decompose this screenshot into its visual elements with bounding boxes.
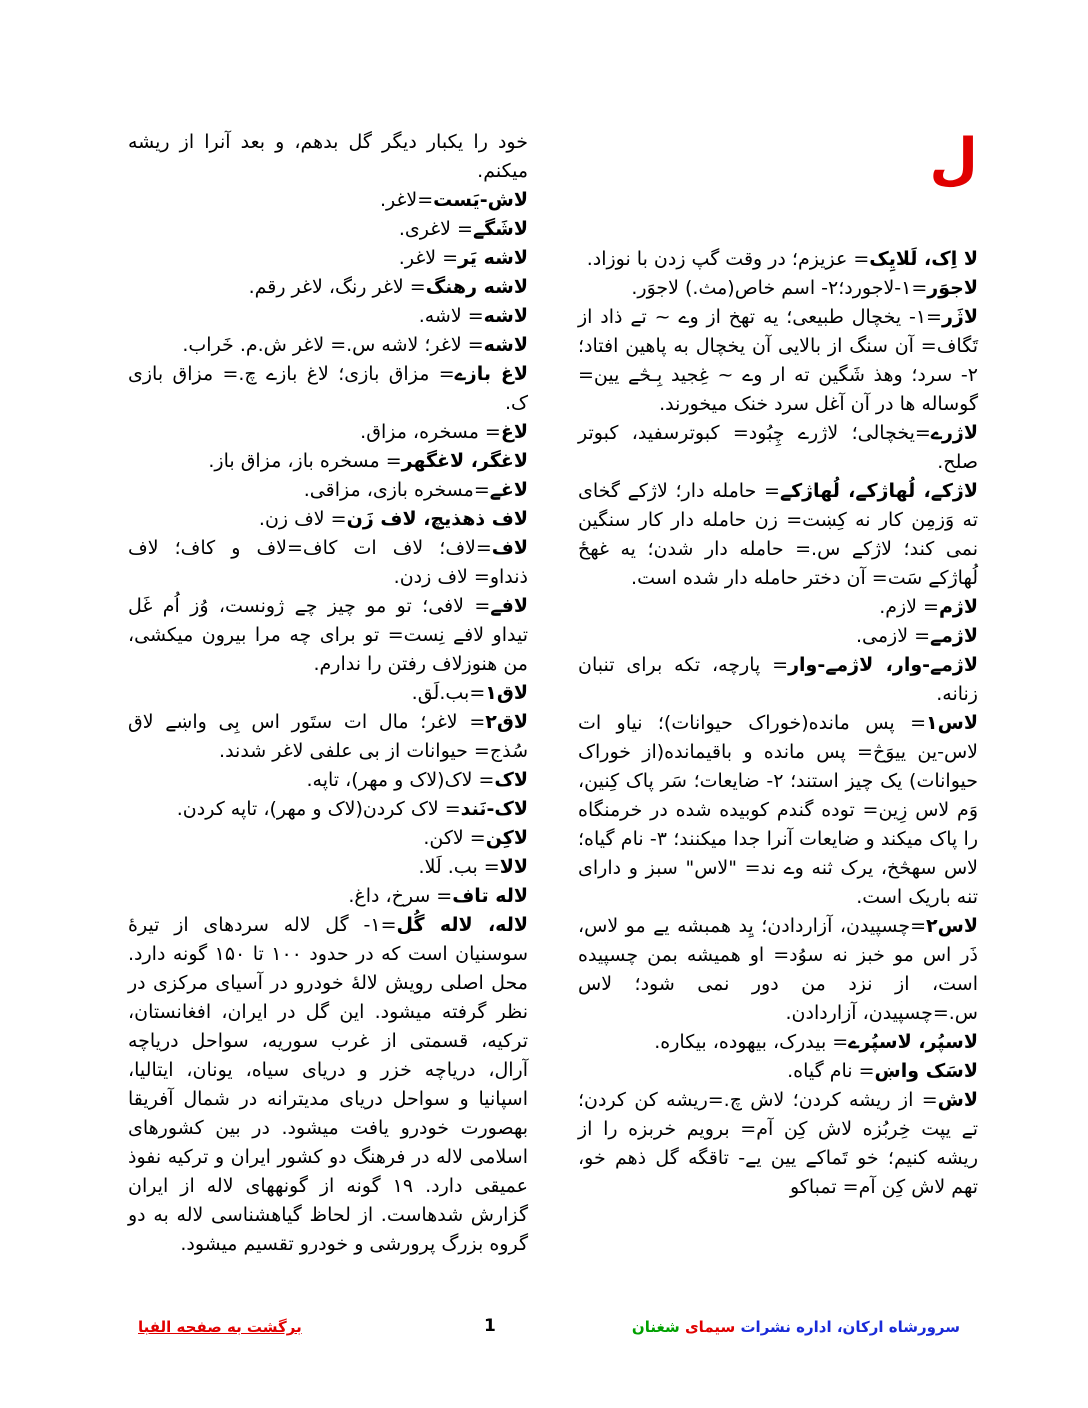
entry-headword: لاشه [483,334,528,356]
dictionary-entry [128,505,528,534]
entry-headword: لاله تاف [452,885,528,907]
dictionary-entry [578,912,978,1028]
entry-headword: لاغ [500,421,528,443]
entry-definition: = پارچه، تکه برای تنبان زنانه. [578,654,978,705]
dictionary-entry [578,1086,978,1202]
back-to-alphabet-link[interactable]: برگشت به صفحه الفبا [138,1318,302,1336]
entry-definition: خود را یکبار دیگر گل بدهم، و بعد آنرا از ریشه میکنم. [128,131,528,182]
dictionary-entry [128,534,528,592]
entry-headword: لاژکے، لُهاژکے، لُهاژکے [779,480,979,502]
dictionary-entry [578,1028,978,1057]
dictionary-entry [128,331,528,360]
dictionary-entry [128,476,528,505]
dictionary-entry [128,244,528,273]
dictionary-entry [578,622,978,651]
entry-definition: = بب. لَلا. [418,856,500,878]
entry-definition: =چسپیدن، آزاردادن؛ یِد همبشه یے مو لاس، ذَر اس مو خبز نه سوُد= او همیشه بمن چسپیده است، از نزد من دور نمی شود؛ لاس س.=چسپیدن، آزاردادن. [578,915,978,1024]
section-letter: ل [929,127,978,192]
entry-headword: لاش [937,1089,978,1111]
entry-headword: لافے [490,595,528,617]
dictionary-entry [578,477,978,593]
entry-headword: لاژرے [930,422,978,444]
dictionary-entry [128,128,528,186]
entry-definition: =لاغر. [379,189,434,211]
dictionary-entry [128,273,528,302]
dictionary-entry [578,303,978,419]
dictionary-entry [578,419,978,477]
entry-definition: = لاک کردن(لاک و مهر)، تاپه کردن. [176,798,461,820]
entry-headword: لاله، لاله گُل [396,914,528,936]
entry-headword: لاجوَر [927,277,978,299]
entry-headword: لاژمے [930,625,978,647]
entry-definition: = لازم. [879,596,939,618]
dictionary-entry [128,302,528,331]
entry-headword: لاف ذهذیچ، لاف زَن [346,508,528,530]
dictionary-entry [578,1057,978,1086]
dictionary-entry [578,593,978,622]
entry-headword: لاژمے-وار، لاژمے-وار [788,654,979,676]
entry-definition: = مسخره، مزاق. [360,421,501,443]
entry-definition: = پس مانده(خوراک حیوانات)؛ نیاو ات لاس-ین ییوَڅ= پس مانده و باقیمانده(از خوراک حیوانات) یک چیز استند؛ ۲- ضایعات؛ سَر پاک کِنین، وَم لاس زِین= توده گندم کوبیده شده در خرمنگاه را پاک میکند و ضایعات آنرا جدا میکنند؛ ۳- نام گیاه؛ لاس سهڅخ، یرک ثنه وے ند= "لاس" سبز و دارای تنه باریک است. [578,712,978,908]
entry-definition: = سرخ، داغ. [348,885,453,907]
entry-headword: لاغ بازے [454,363,528,385]
dictionary-entry [578,274,978,303]
dictionary-entry [128,360,528,418]
entry-definition: = نام گیاه. [787,1060,875,1082]
entry-definition: = لاشه. [418,305,484,327]
entry-headword: لاشه یَر [458,247,528,269]
entry-headword: لاژَر [941,306,978,328]
entry-headword: لاسَک واښ [874,1060,978,1082]
entry-headword: لاسپُر، لاسپُرے [848,1031,978,1053]
dictionary-entry [128,795,528,824]
dictionary-entry [128,853,528,882]
footer-credit [632,1318,960,1336]
entry-headword: لاشه [483,305,528,327]
entry-headword: لاش-یَست [433,189,528,211]
entry-definition: = لاغری. [398,218,473,240]
dictionary-entry [128,447,528,476]
entry-definition: =۱-لاجورد؛۲- اسم خاص(مث.) لاجوَر. [631,277,928,299]
footer-author: سرورشاه ارکان، [836,1318,960,1336]
dictionary-entry [578,709,978,912]
entry-headword: لاشَگے [472,218,528,240]
entry-definition: =بب.لَق. [411,682,486,704]
entry-headword: لاف [491,537,528,559]
entry-headword: لا اِک، لَلایِک [869,248,978,270]
dictionary-entry [128,186,528,215]
entry-definition: = حامله دار؛ لاژکے گخای ته وَزمِن کار نه کِښت= زن حامله دار کار سنگین نمی کند؛ لاژکے س.= حامله دار شدن؛ یه غهځ لُهاژکے سَت= آن دختر حامله دار شده است. [578,480,978,589]
entry-headword: لالا [499,856,528,878]
dictionary-entry [128,824,528,853]
entry-definition: =یخچالی؛ لاژرے چِبُود= کبوترسفید، کبوتر صلح. [578,422,978,473]
dictionary-entry [128,418,528,447]
entry-definition: =۱- یخچال طبیعی؛ یه تهخ از وے ~ تے ذاد از تَگاف= آن سنگ از بالایی آن یخچال به پاهین افتاد؛ ۲- سرد؛ وهذ شَگین ته ار وے ~ غِجید بِـڅے یین= گوساله ها در آن آغل سرد خنک میخورند. [578,306,978,415]
entry-definition: = مزاق بازی؛ لاغ بازے چ.= مزاق بازی ک. [128,363,528,414]
entry-definition: = لافی؛ تو مو چیز چے ژونست، وُز اُم غَل تیداو لافے نِست= تو برای چه مرا بیرون میکشی، من هنوزلاف رفتن را ندارم. [128,595,528,675]
entry-definition: = لاغر رنگ، لاغر رقم. [248,276,426,298]
entry-headword: لاک-نَند [460,798,528,820]
entry-definition: = از ریشه کردن؛ لاش چ.=ریشه کن کردن؛ تے یپت خِربُزه لاش کِن آم= برویم خربزه را از ریشه کنیم؛ خو تَماکے یین یے- تاقگه گل ذهم خو، تهم لاش کِن آم= تمباکو [578,1089,978,1198]
entry-definition: =مسخره بازی، مزاقی. [303,479,490,501]
entry-definition: = لاف زن. [258,508,347,530]
entry-headword: لاکِن [485,827,528,849]
dictionary-entry [128,215,528,244]
entry-headword: لاق۱ [485,682,528,704]
entry-headword: لاژم [938,596,978,618]
footer-publisher: اداره نشرات [740,1318,832,1336]
footer-name-green: شغنان [631,1318,680,1336]
entry-headword: لاک [494,769,528,791]
dictionary-entry [578,651,978,709]
dictionary-entry [128,679,528,708]
entry-headword: لاق۲ [485,711,528,733]
entry-definition: = عزیزم؛ در وقت گپ زدن با نوزاد. [586,248,870,270]
entry-definition: = لاغر. [398,247,459,269]
entry-definition: =۱- گل لاله سردهای از تیرهٔ سوسنیان است که در حدود ۱۰۰ تا ۱۵۰ گونه دارد. محل اصلی رویش لالهٔ خودرو در آسیای مرکزی در نظر گرفته میشود. این گل در ایران، افغانستان، ترکیه، قسمتی از غرب سوریه، سواحل دریاچه آرال، دریاچه خزر و دریای سیاه، یونان، ایتالیا، اسپانیا و سواحل دریای مدیترانه در شمال آفریقا بهصورت خودرو یافت میشود. در بین کشورهای اسلامی لاله در فرهنگ دو کشور ایران و ترکیه نفوذ عمیقی دارد. ۱۹ گونه از گونههای لاله از ایران گزارش شدهاست. از لحاظ گیاهشناسی لاله به دو گروه بزرگ پرورشی و خودرو تقسیم میشود. [128,914,529,1255]
entry-headword: لاشه رهنگ [425,276,528,298]
entry-definition: = لاک(لاک و مهر)، تاپه. [306,769,495,791]
page-number: 1 [484,1316,496,1336]
entry-definition: = لازمی. [855,625,931,647]
dictionary-entry [578,245,978,274]
entry-headword: لاس۱ [926,712,978,734]
entry-definition: = لاکن. [423,827,486,849]
entry-definition: = لاغر؛ لاشه س.= لاغر ش.م. خَراب. [182,334,484,356]
entry-definition: = مسخره باز، مزاق باز. [208,450,402,472]
dictionary-entry [128,882,528,911]
entry-headword: لاس۲ [926,915,978,937]
entry-headword: لاغگر، لاغگهر [401,450,528,472]
left-column [128,128,528,1259]
entry-definition: =لاف؛ لاف ات کاف=لاف و کاف؛ لاف ذنداو= لاف زدن. [128,537,528,588]
dictionary-entry [128,766,528,795]
entry-definition: = لاغر؛ مال ات ستَور اس بِی واښے لاق سُذج= حیوانات از بی علفی لاغر شدند. [128,711,528,762]
dictionary-entry [128,911,528,1259]
right-column [578,245,978,1202]
dictionary-entry [128,708,528,766]
dictionary-entry [128,592,528,679]
entry-definition: = بیدرک، بیهوده، بیکاره. [654,1031,849,1053]
footer-name-red: سیمای [684,1318,736,1336]
entry-headword: لاغے [489,479,528,501]
